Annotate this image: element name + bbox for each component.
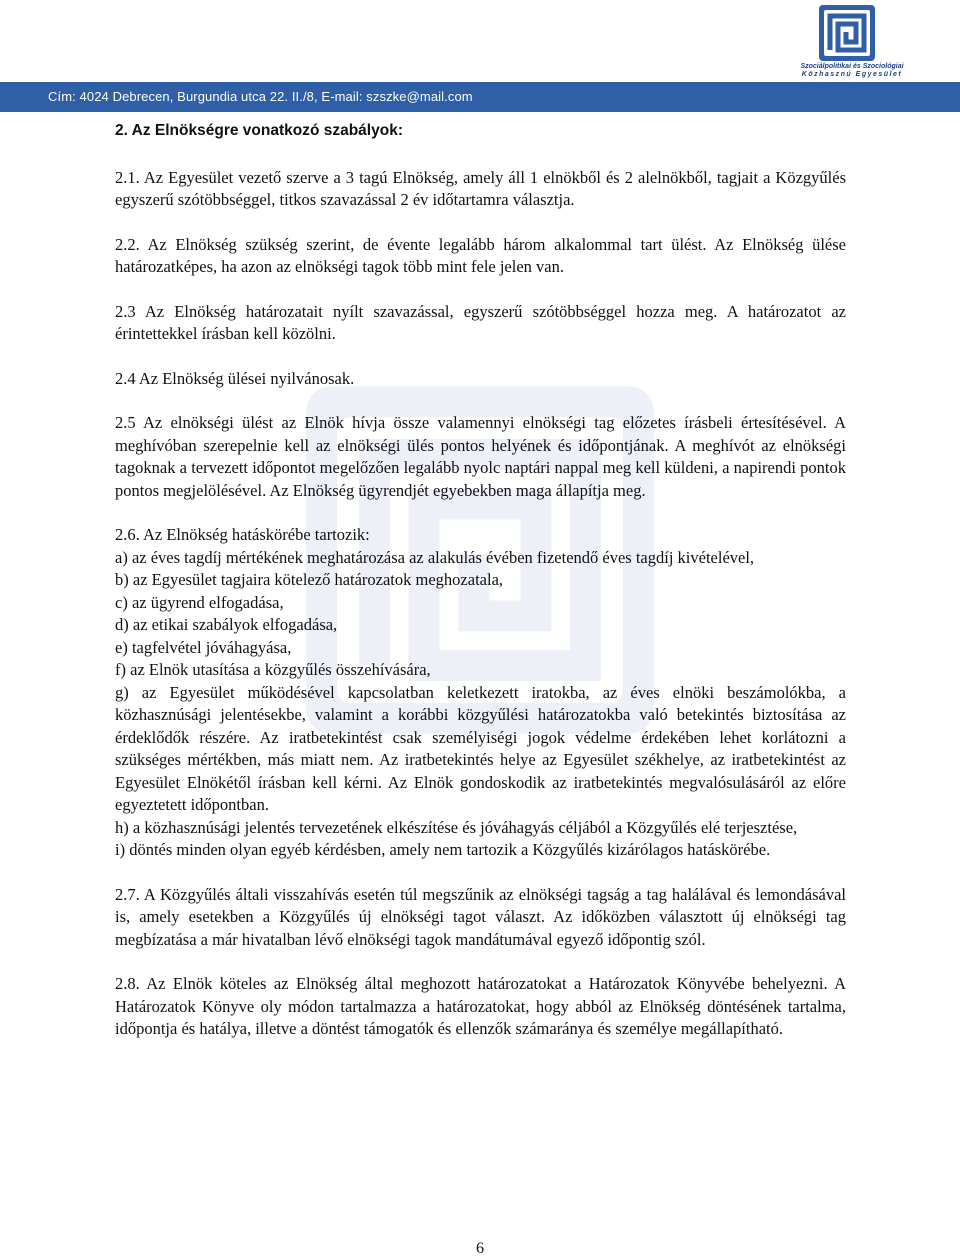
paragraph-2-3: 2.3 Az Elnökség határozatait nyílt szavazással, egyszerű szótöbbséggel hozza meg. A határozatot az érintettekkel írásban kell közölni.	[115, 301, 846, 343]
list-item: e) tagfelvétel jóváhagyása,	[115, 637, 292, 657]
paragraph-2-1: 2.1. Az Egyesület vezető szerve a 3 tagú Elnökség, amely áll 1 elnökből és 2 alelnökből, tagjait a Közgyűlés egyszerű szótöbbséggel, titkos szavazással 2 év időtartamra választja.	[115, 167, 846, 209]
header-bar	[0, 82, 960, 112]
paragraph-2-2: 2.2. Az Elnökség szükség szerint, de évente legalább három alkalommal tart ülést. Az Elnökség ülése határozatképes, ha azon az elnökségi tagok több mint fele jelen van.	[115, 234, 846, 276]
list-item: b) az Egyesület tagjaira kötelező határozatok meghozatala,	[115, 570, 504, 589]
logo-line-1: Szociálpolitikai és Szociológiai	[800, 63, 904, 70]
logo-line-2: Közhasznú Egyesület	[801, 71, 903, 78]
header-address: Cím: 4024 Debrecen, Burgundia utca 22. II./8, E-mail: szszke@mail.com	[48, 89, 473, 104]
competence-list	[115, 524, 846, 862]
paragraph-2-5: 2.5 Az elnökségi ülést az Elnök hívja össze valamennyi elnökségi tag előzetes írásbeli értesítésével. A meghívóban szerepelnie kell az elnökségi ülés pontos helyének és időpontjának. A meghívót az elnökségi tagoknak a tervezett időpontot megelőzően legalább nyolc naptári nappal meg kell küldeni, a napirendi pontok pontos megjelölésével. Az Elnökség ügyrendjét egyebekben maga állapítja meg.	[115, 413, 846, 500]
list-intro: 2.6. Az Elnökség hatáskörébe tartozik:	[115, 525, 370, 544]
list-item: g) az Egyesület működésével kapcsolatban keletkezett iratokba, az éves elnöki beszámolókba, a közhasznúsági jelentésekbe, valamint a korábbi közgyűlési határozatokba való betekintés biztosítása az érdeklődők részére. Az iratbetekintést csak személyiségi jogok védelme érdekében lehet korlátozni a szükséges mértékben, más miatt nem. Az iratbetekintés helye az Egyesület székhelye, az iratbetekintést az Egyesület Elnökétől írásban kell kérni. Az Elnök gondoskodik az iratbetekintés megvalósulásáról az előre egyeztetett időpontban.	[115, 682, 846, 814]
list-item: c) az ügyrend elfogadása,	[115, 592, 284, 612]
paragraph-2-4: 2.4 Az Elnökség ülései nyilvánosak.	[115, 368, 355, 388]
paragraph-2-7: 2.7. A Közgyűlés általi visszahívás esetén túl megszűnik az elnökségi tagság a tag halálával és lemondásával is, amely esetekben a Közgyűlés új elnökségi tagot választ. Az időközben választott új elnökségi tag megbízatása a már hivatalban lévő elnökségi tagok mandátumával egyező időpontig szól.	[115, 884, 846, 949]
document-body	[115, 120, 846, 1063]
list-item: f) az Elnök utasítása a közgyűlés összehívására,	[115, 660, 431, 679]
list-item: i) döntés minden olyan egyéb kérdésben, amely nem tartozik a Közgyűlés kizárólagos hatáskörébe.	[115, 840, 771, 859]
list-item: a) az éves tagdíj mértékének meghatározása az alakulás évében fizetendő éves tagdíj kivételével,	[115, 547, 755, 567]
list-item: h) a közhasznúsági jelentés tervezetének elkészítése és jóváhagyás céljából a Közgyűlés elé terjesztése,	[115, 817, 798, 837]
spiral-square-logo-icon	[818, 4, 876, 62]
paragraph-2-8: 2.8. Az Elnök köteles az Elnökség által meghozott határozatokat a Határozatok Könyvébe behelyezni. A Határozatok Könyve oly módon tartalmazza a határozatokat, hogy abból az Elnökség döntésének tartalma, időpontja és hatálya, illetve a döntést támogatók és ellenzők számaránya és személye megállapítható.	[115, 974, 846, 1038]
list-item: d) az etikai szabályok elfogadása,	[115, 615, 338, 634]
organization-logo	[796, 4, 906, 78]
section-title: 2. Az Elnökségre vonatkozó szabályok:	[115, 122, 403, 139]
page-number: 6	[476, 1240, 484, 1257]
